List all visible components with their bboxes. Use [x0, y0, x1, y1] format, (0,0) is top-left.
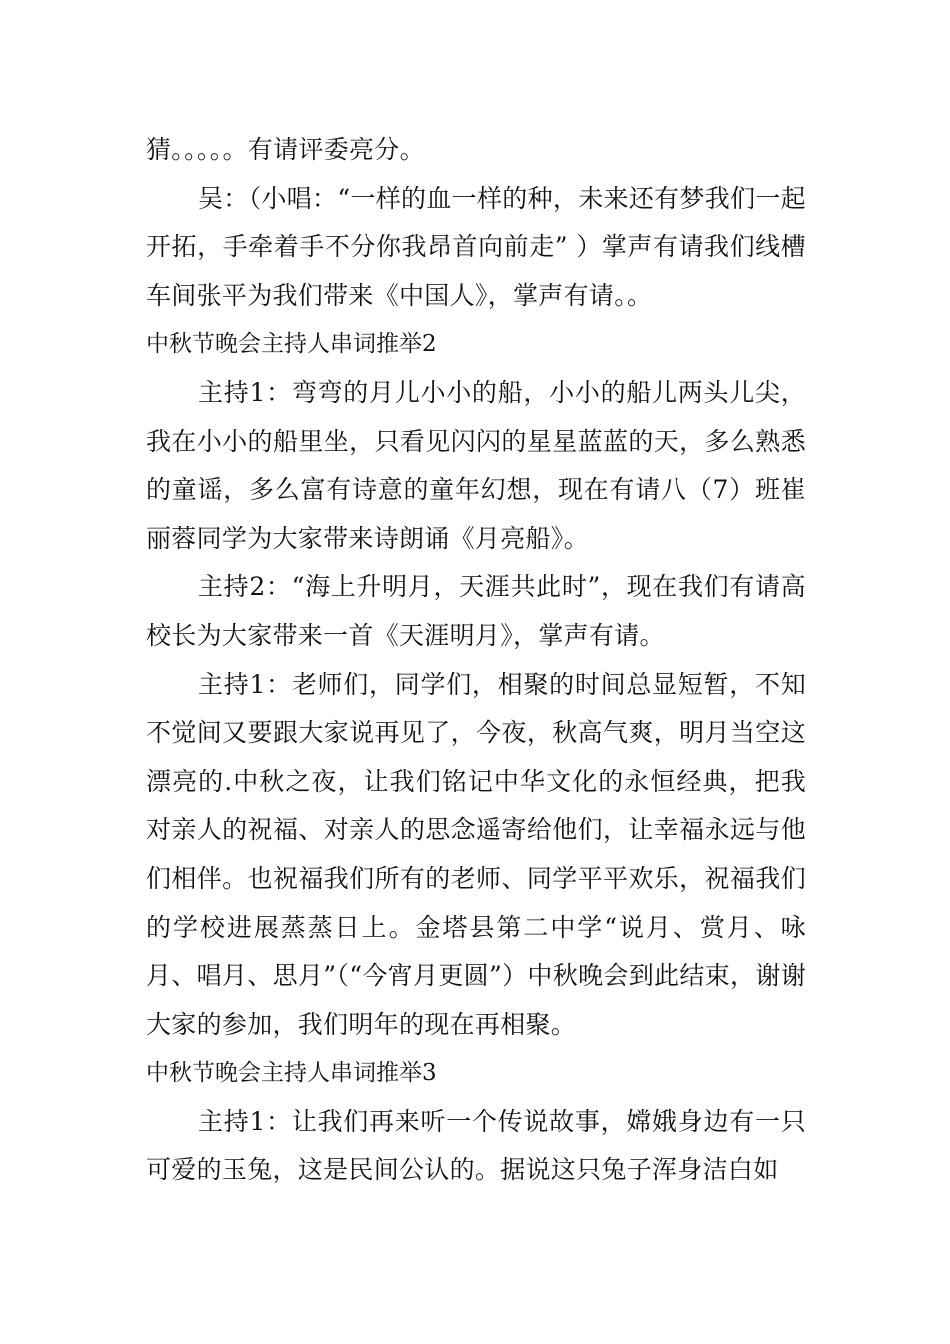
- paragraph: 主持1：弯弯的月儿小小的船，小小的船儿两头儿尖，我在小小的船里坐，只看见闪闪的星星蓝蓝的天，多么熟悉的童谣，多么富有诗意的童年幻想，现在有请八（7）班崔丽蓉同学为大家带来诗朗诵《月亮船》。: [146, 377, 806, 553]
- paragraph: 猜。。。。。有请评委亮分。: [146, 135, 425, 164]
- section-heading: 中秋节晚会主持人串词推举2: [146, 331, 437, 358]
- paragraph: 主持1：让我们再来听一个传说故事，嫦娥身边有一只可爱的玉兔，这是民间公认的。据说这只兔子浑身洁白如: [146, 1106, 806, 1185]
- paragraph: 吴：（小唱：“一样的血一样的种，未来还有梦我们一起开拓，手牵着手不分你我昂首向前走” ）掌声有请我们线槽车间张平为我们带来《中国人》，掌声有请。。: [146, 183, 806, 310]
- document-body: [146, 126, 806, 1195]
- paragraph: 主持1：老师们，同学们，相聚的时间总显短暂，不知不觉间又要跟大家说再见了，今夜，秋高气爽，明月当空这漂亮的.中秋之夜，让我们铭记中华文化的永恒经典，把我对亲人的祝福、对亲人的思念遥寄给他们，让幸福永远与他们相伴。也祝福我们所有的老师、同学平平欢乐，祝福我们的学校进展蒸蒸日上。金塔县第二中学“说月、赏月、咏月、唱月、思月”（“今宵月更圆”）中秋晚会到此结束，谢谢大家的参加，我们明年的现在再相聚。: [146, 669, 806, 1039]
- paragraph: 主持2：“海上升明月，天涯共此时”，现在我们有请高校长为大家带来一首《天涯明月》，掌声有请。: [146, 572, 806, 650]
- section-heading: 中秋节晚会主持人串词推举3: [146, 1060, 437, 1087]
